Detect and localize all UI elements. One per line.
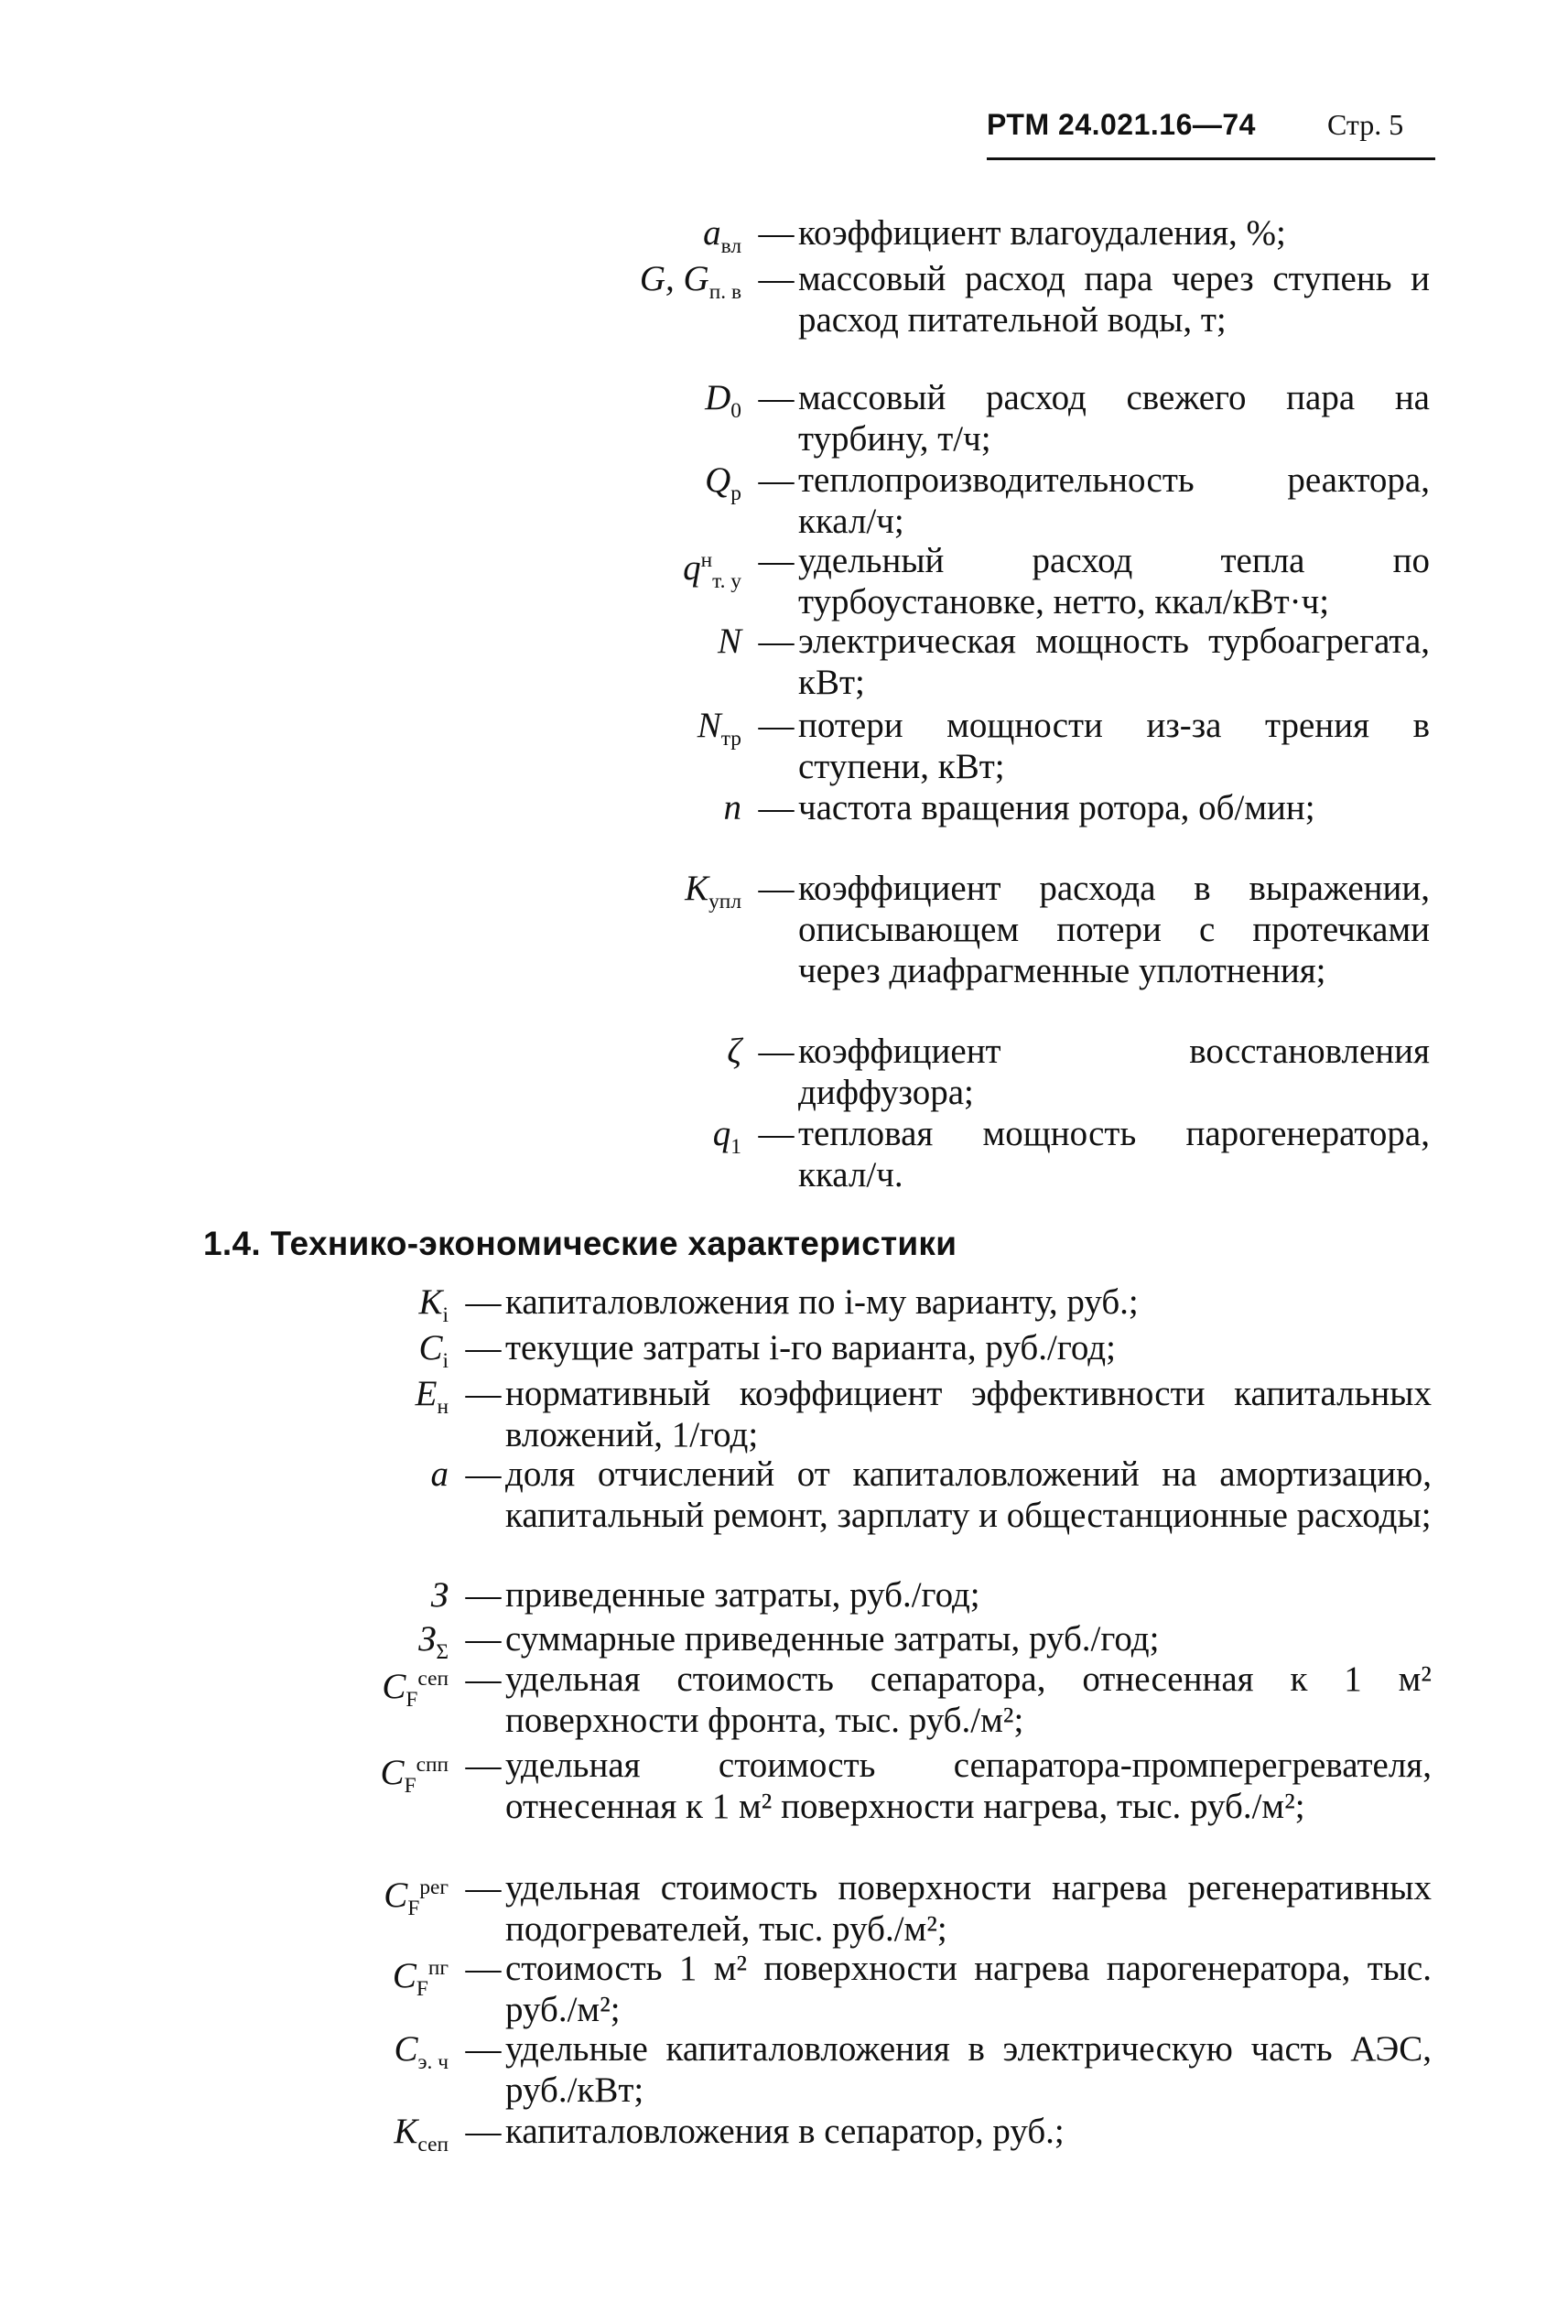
notation-symbol: $K_i$ xyxy=(418,1282,449,1327)
notation-description: приведенные затраты, руб./год; xyxy=(505,1575,980,1615)
notation-description: тепловая мощность парогенератора, ккал/ч. xyxy=(798,1114,1430,1194)
header-rule xyxy=(987,157,1435,160)
notation-description: электрическая мощность турбоагрегата, кВт; xyxy=(798,622,1430,702)
em-dash: — xyxy=(465,2112,502,2151)
em-dash: — xyxy=(758,869,795,908)
notation-symbol: $q_1$ xyxy=(712,1114,741,1159)
notation-symbol: $q^н_{т. у}$ xyxy=(683,548,741,593)
notation-description: суммарные приведенные затраты, руб./год; xyxy=(505,1619,1160,1659)
em-dash: — xyxy=(758,213,795,253)
notation-description: коэффициент расхода в выражении, описывающем потери с протечками через диафрагменные уплотнения; xyxy=(798,869,1430,990)
notation-symbol: a xyxy=(430,1454,449,1494)
notation-symbol: $C_F^{сеп}$ xyxy=(382,1667,449,1712)
em-dash: — xyxy=(758,259,795,298)
em-dash: — xyxy=(758,378,795,417)
notation-symbol: $a_{вл}$ xyxy=(703,213,741,258)
em-dash: — xyxy=(465,1949,502,1988)
em-dash: — xyxy=(758,706,795,745)
notation-symbol: $N_{тр}$ xyxy=(697,706,741,751)
notation-description: коэффициент влагоудаления, %; xyxy=(798,213,1286,253)
notation-symbol: $C_F^{пг}$ xyxy=(392,1956,449,2001)
em-dash: — xyxy=(465,1374,502,1413)
notation-description: капиталовложения в сепаратор, руб.; xyxy=(505,2112,1065,2151)
em-dash: — xyxy=(758,460,795,500)
notation-description: частота вращения ротора, об/мин; xyxy=(798,788,1315,827)
notation-symbol: N xyxy=(717,622,741,661)
notation-symbol: $C_i$ xyxy=(418,1328,449,1373)
notation-symbol: n xyxy=(723,788,741,827)
em-dash: — xyxy=(465,1328,502,1367)
em-dash: — xyxy=(465,2029,502,2069)
notation-description: удельная стоимость сепаратора, отнесенная к 1 м² поверхности фронта, тыс. руб./м²; xyxy=(505,1659,1432,1740)
notation-symbol: $D_0$ xyxy=(705,378,741,423)
notation-symbol: $C_{э. ч}$ xyxy=(394,2029,449,2074)
em-dash: — xyxy=(465,1659,502,1699)
notation-symbol: З xyxy=(430,1575,449,1615)
section-heading: 1.4. Технико-экономические характеристики xyxy=(203,1225,957,1262)
notation-symbol: $K_{сеп}$ xyxy=(394,2112,449,2156)
notation-description: удельная стоимость поверхности нагрева регенеративных подогревателей, тыс. руб./м²; xyxy=(505,1868,1432,1949)
notation-description: нормативный коэффициент эффективности капитальных вложений, 1/год; xyxy=(505,1374,1432,1454)
notation-description: коэффициент восстановления диффузора; xyxy=(798,1032,1430,1112)
notation-description: удельная стоимость сепаратора-промперегревателя, отнесенная к 1 м² поверхности нагрева, тыс. руб./м²; xyxy=(505,1746,1432,1826)
notation-symbol: $C_F^{рег}$ xyxy=(384,1875,449,1920)
em-dash: — xyxy=(465,1575,502,1615)
em-dash: — xyxy=(758,788,795,827)
notation-symbol: G, $G_{п. в}$ xyxy=(639,259,741,304)
em-dash: — xyxy=(758,1114,795,1153)
em-dash: — xyxy=(465,1282,502,1322)
em-dash: — xyxy=(465,1868,502,1908)
notation-symbol: ζ xyxy=(727,1032,741,1071)
doc-code: РТМ 24.021.16—74 xyxy=(987,108,1256,141)
notation-description: доля отчислений от капиталовложений на амортизацию, капитальный ремонт, зарплату и общестанционные расходы; xyxy=(505,1454,1432,1535)
notation-description: массовый расход свежего пара на турбину, т/ч; xyxy=(798,378,1430,459)
em-dash: — xyxy=(758,1032,795,1071)
notation-description: удельные капиталовложения в электрическую часть АЭС, руб./кВт; xyxy=(505,2029,1432,2110)
em-dash: — xyxy=(465,1746,502,1785)
notation-description: теплопроизводительность реактора, ккал/ч; xyxy=(798,460,1430,541)
em-dash: — xyxy=(758,541,795,580)
notation-symbol: $C_F^{спп}$ xyxy=(380,1753,449,1798)
notation-description: массовый расход пара через ступень и расход питательной воды, т; xyxy=(798,259,1430,340)
notation-symbol: $Q_р$ xyxy=(705,460,741,505)
page-number: Стр. 5 xyxy=(1327,108,1404,141)
running-head xyxy=(987,108,1435,142)
em-dash: — xyxy=(758,622,795,661)
notation-description: капиталовложения по i-му варианту, руб.; xyxy=(505,1282,1139,1322)
em-dash: — xyxy=(465,1454,502,1494)
notation-description: стоимость 1 м² поверхности нагрева парогенератора, тыс. руб./м²; xyxy=(505,1949,1432,2029)
notation-description: удельный расход тепла по турбоустановке, нетто, ккал/кВт·ч; xyxy=(798,541,1430,622)
notation-symbol: $K_{упл}$ xyxy=(685,869,741,913)
notation-description: текущие затраты i-го варианта, руб./год; xyxy=(505,1328,1116,1367)
notation-symbol: $E_н$ xyxy=(415,1374,449,1419)
em-dash: — xyxy=(465,1619,502,1659)
notation-description: потери мощности из-за трения в ступени, кВт; xyxy=(798,706,1430,786)
notation-symbol: $З_\Sigma$ xyxy=(418,1619,449,1664)
